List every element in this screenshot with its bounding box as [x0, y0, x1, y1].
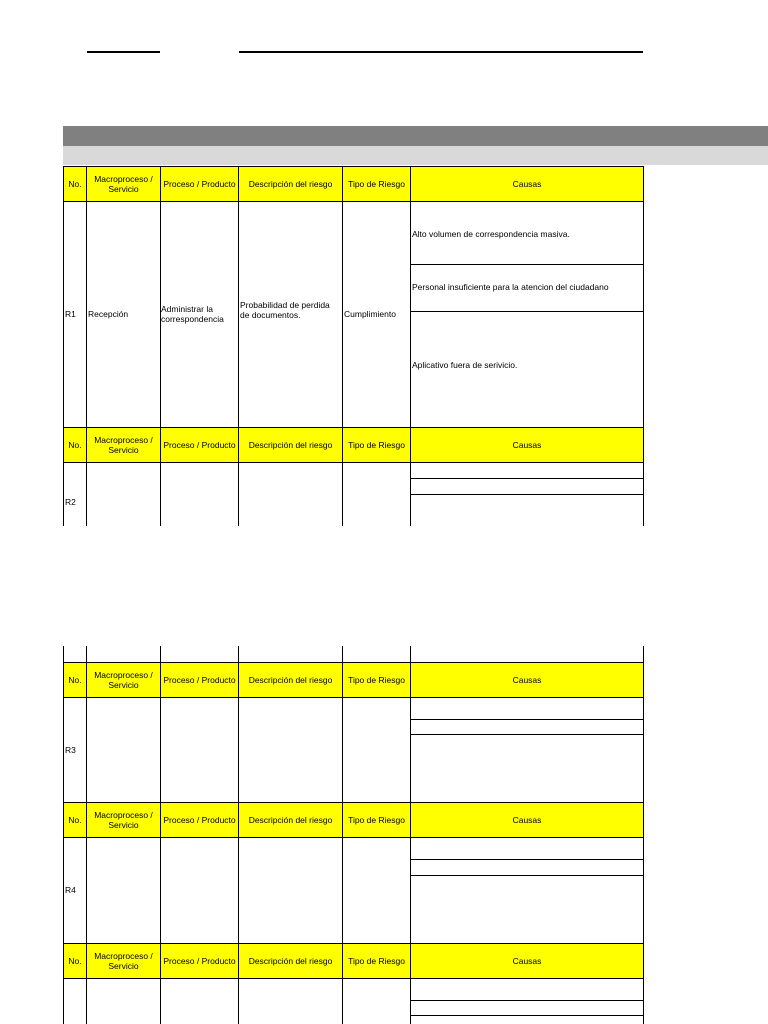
title-bar	[63, 126, 768, 146]
header-macroproceso: Macroproceso / Servicio	[86, 802, 161, 838]
risk-causa-1: Alto volumen de correspondencia masiva.	[412, 229, 570, 239]
header-descripcion: Descripción del riesgo	[238, 802, 343, 838]
header-descripcion: Descripción del riesgo	[238, 166, 343, 202]
header-causas: Causas	[410, 802, 644, 838]
header-causas: Causas	[410, 943, 644, 979]
risk-id: R4	[65, 885, 76, 895]
header-proceso: Proceso / Producto	[160, 662, 239, 698]
risk-macroproceso: Recepción	[88, 309, 129, 319]
header-descripcion: Descripción del riesgo	[238, 427, 343, 463]
header-no: No.	[63, 427, 87, 463]
risk-causa-3: Aplicativo fuera de serivicio.	[412, 360, 518, 370]
header-proceso: Proceso / Producto	[160, 427, 239, 463]
risk-descripcion: Probabilidad de perdida de documentos.	[240, 300, 330, 320]
header-tipo: Tipo de Riesgo	[342, 802, 411, 838]
header-tipo: Tipo de Riesgo	[342, 662, 411, 698]
risk-id: R3	[65, 745, 76, 755]
risk-id: R2	[65, 497, 76, 507]
header-causas: Causas	[410, 427, 644, 463]
header-proceso: Proceso / Producto	[160, 943, 239, 979]
signature-line-left	[87, 51, 160, 53]
header-no: No.	[63, 802, 87, 838]
header-no: No.	[63, 662, 87, 698]
header-proceso: Proceso / Producto	[160, 166, 239, 202]
header-no: No.	[63, 166, 87, 202]
subtitle-bar	[63, 146, 768, 165]
header-macroproceso: Macroproceso / Servicio	[86, 166, 161, 202]
risk-proceso: Administrar la correspondencia	[161, 304, 224, 324]
header-descripcion: Descripción del riesgo	[238, 943, 343, 979]
header-macroproceso: Macroproceso / Servicio	[86, 943, 161, 979]
header-tipo: Tipo de Riesgo	[342, 943, 411, 979]
header-no: No.	[63, 943, 87, 979]
header-causas: Causas	[410, 662, 644, 698]
header-tipo: Tipo de Riesgo	[342, 427, 411, 463]
header-macroproceso: Macroproceso / Servicio	[86, 662, 161, 698]
header-causas: Causas	[410, 166, 644, 202]
signature-line-right	[239, 51, 643, 53]
risk-id: R1	[65, 309, 76, 319]
header-descripcion: Descripción del riesgo	[238, 662, 343, 698]
header-tipo: Tipo de Riesgo	[342, 166, 411, 202]
header-macroproceso: Macroproceso / Servicio	[86, 427, 161, 463]
risk-tipo: Cumplimiento	[344, 309, 396, 319]
header-proceso: Proceso / Producto	[160, 802, 239, 838]
risk-causa-2: Personal insuficiente para la atencion del ciudadano	[412, 282, 609, 292]
